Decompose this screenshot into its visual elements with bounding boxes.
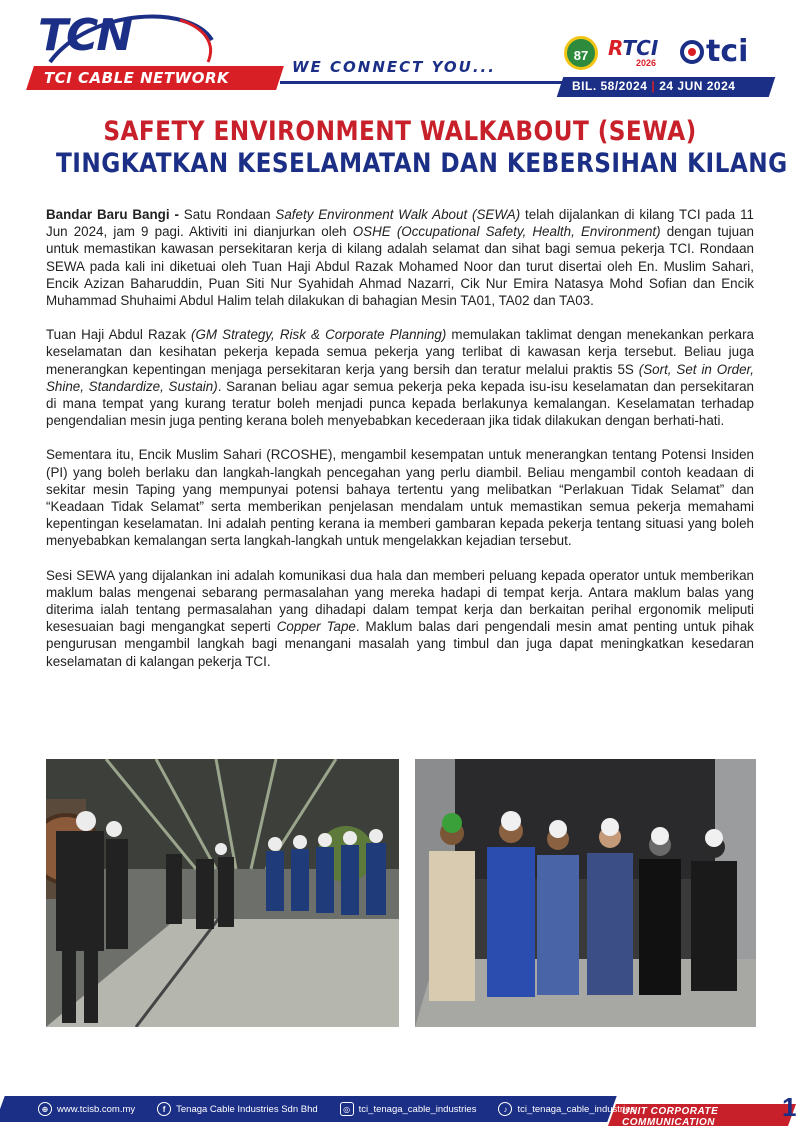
tiktok-icon: ♪ xyxy=(498,1102,512,1116)
tci-ring-icon xyxy=(680,40,704,64)
headline-line-2: TINGKATKAN KESELAMATAN DAN KEBERSIHAN KILANG xyxy=(56,148,788,179)
unit-label: UNIT CORPORATE COMMUNICATION xyxy=(622,1106,719,1128)
headline-line-1: SAFETY ENVIRONMENT WALKABOUT (SEWA) xyxy=(103,116,697,147)
issue-number: BIL. 58/2024 xyxy=(572,79,648,93)
rtci-logo: RTCI xyxy=(608,36,659,60)
paragraph-2: Tuan Haji Abdul Razak (GM Strategy, Risk & Corporate Planning) memulakan taklimat dengan menekankan perkara keselamatan dan kesihatan pekerja kepada semua pekerja yang terlibat di kawasan kerja tersebut. Beliau juga menerangkan kepentingan menjaga persekitaran kerja yang bersih dan teratur melalui praktis 5S (Sort, Set in Order, Shine, Standardize, Sustain). Saranan beliau agar semua pekerja peka kepada isu-isu keselamatan dan persekitaran di mana tempat yang kurang teratur boleh menjadi punca kepada berlakunya kemalangan. Keselamatan terhadap pengendalian mesin juga penting kerana boleh menyebabkan kecederaan jika tidak dilakukan dengan berhati-hati. xyxy=(46,327,754,429)
tagline: WE CONNECT YOU... xyxy=(292,58,496,76)
brand-logos xyxy=(556,34,776,74)
footer-facebook[interactable]: f Tenaga Cable Industries Sdn Bhd xyxy=(157,1102,318,1116)
footer xyxy=(0,1088,800,1132)
paragraph-3: Sementara itu, Encik Muslim Sahari (RCOSHE), mengambil kesempatan untuk menerangkan tentang Potensi Insiden (PI) yang boleh berlaku dan langkah-langkah pencegahan yang perlu diambil. Beliau mengambil contoh keadaan di sekitar mesin Taping yang mempunyai potensi bahaya tertentu yang melibatkan “Perlakuan Tidak Selamat” dan “Keadaan Tidak Selamat” serta memberikan penjelasan mendalam untuk memastikan semua pekerja memahami kepentingan keselamatan. Ini adalah penting kerana ia memberi gambaran kepada pekerja tentang situasi yang boleh menyebabkan kemalangan serta langkah-langkah untuk mengelakkan kejadian tersebut. xyxy=(46,447,754,549)
tci-logo: tci xyxy=(680,34,748,69)
headline xyxy=(0,116,800,179)
photo-walkabout-briefing xyxy=(46,759,399,1027)
paragraph-4: Sesi SEWA yang dijalankan ini adalah komunikasi dua hala dan memberi peluang kepada operator untuk memberikan maklum balas mengenai sebarang permasalahan yang mereka hadapi di tempat kerja. Antara maklum balas yang diterima ialah tentang permasalahan yang dihadapi dalam tempat kerja dan berkaitan perihal ergonomik meliputi kesesuaian bagi mengangkat seperti Copper Tape. Maklum balas dari pengendali mesin amat penting untuk pihak pengurusan mengambil langkah bagi menangani masalah yang timbul dan juga dapat meningkatkan kesedaran keselamatan di kalangan pekerja TCI. xyxy=(46,567,754,669)
rtci-year: 2026 xyxy=(636,58,657,68)
dateline: Bandar Baru Bangi - xyxy=(46,207,179,222)
footer-website[interactable]: ⊕ www.tcisb.com.my xyxy=(38,1102,135,1116)
logo-letters: TCN xyxy=(38,10,132,61)
footer-contacts xyxy=(38,1098,657,1120)
tcn-logo xyxy=(30,10,290,89)
photo-group-thumbs-up xyxy=(415,759,756,1027)
header-divider xyxy=(280,81,580,84)
footer-instagram[interactable]: ◎ tci_tenaga_cable_industries xyxy=(340,1102,477,1116)
anniversary-badge-icon: 87 xyxy=(564,36,598,70)
logo-banner-text: TCI CABLE NETWORK xyxy=(44,69,230,87)
instagram-icon: ◎ xyxy=(340,1102,354,1116)
footer-tiktok[interactable]: ♪ tci_tenaga_cable_industries xyxy=(498,1102,635,1116)
page-number: 1 xyxy=(782,1092,797,1122)
globe-icon: ⊕ xyxy=(38,1102,52,1116)
article-body xyxy=(46,206,754,687)
issue-info: BIL. 58/2024 | 24 JUN 2024 xyxy=(572,79,736,93)
header xyxy=(0,0,800,100)
issue-date: 24 JUN 2024 xyxy=(659,79,736,93)
paragraph-1: Bandar Baru Bangi - Satu Rondaan Safety Environment Walk About (SEWA) telah dijalankan di kilang TCI pada 11 Jun 2024, jam 9 pagi. Aktiviti ini dianjurkan oleh OSHE (Occupational Safety, Health, Environment) dengan tujuan untuk memastikan kawasan persekitaran kerja di kilang adalah selamat dan sihat bagi semua pekerja TCI. Rondaan SEWA pada kali ini diketuai oleh Tuan Haji Abdul Razak Mohamed Noor dan turut disertai oleh En. Muslim Sahari, Encik Azizan Baharuddin, Puan Siti Nur Syahidah Ahmad Nazarri, Cik Nur Emira Natasya Mohd Sofian dan Encik Muhammad Shuhaimi Abdul Halim telah dilakukan di bahagian Mesin TA01, TA02 dan TA03. xyxy=(46,207,755,309)
facebook-icon: f xyxy=(157,1102,171,1116)
